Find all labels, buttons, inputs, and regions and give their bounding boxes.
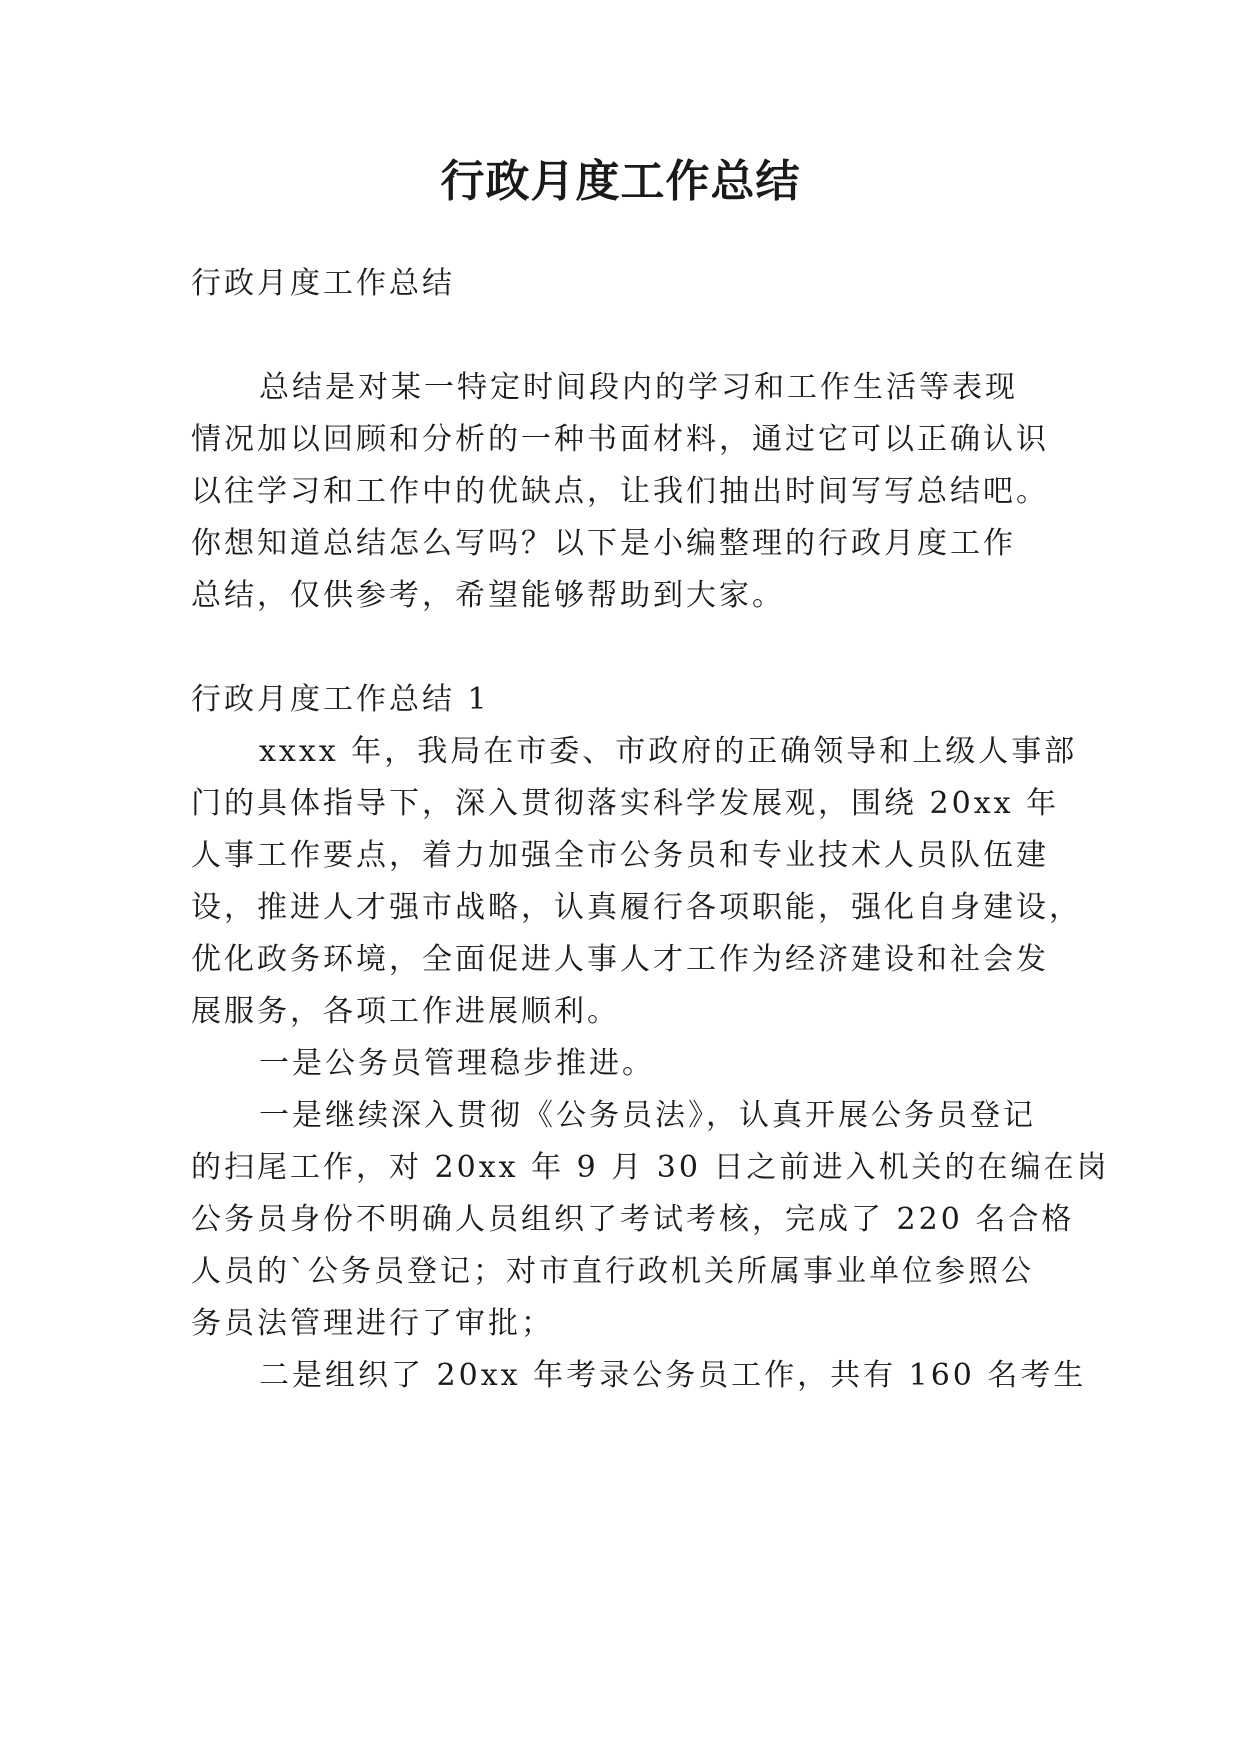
section-line: 设，推进人才强市战略，认真履行各项职能，强化自身建设， [191, 890, 1082, 925]
section-line: 的扫尾工作，对 20xx 年 9 月 30 日之前进入机关的在编在岗 [191, 1150, 1110, 1185]
section-line: 一是公务员管理稳步推进。 [259, 1046, 655, 1081]
section-heading: 行政月度工作总结 1 [191, 682, 490, 717]
section-line: 二是组织了 20xx 年考录公务员工作，共有 160 名考生 [259, 1358, 1087, 1393]
section-line: 一是继续深入贯彻《公务员法》，认真开展公务员登记 [259, 1098, 1036, 1133]
intro-line: 以往学习和工作中的优缺点，让我们抽出时间写写总结吧。 [191, 474, 1049, 509]
intro-line: 总结，仅供参考，希望能够帮助到大家。 [191, 578, 785, 613]
intro-line: 总结是对某一特定时间段内的学习和工作生活等表现 [259, 370, 1018, 405]
section-line: 展服务，各项工作进展顺利。 [191, 994, 620, 1029]
document-subtitle: 行政月度工作总结 [191, 266, 455, 301]
section-line: 门的具体指导下，深入贯彻落实科学发展观，围绕 20xx 年 [191, 786, 1060, 821]
section-line: 务员法管理进行了审批； [191, 1306, 554, 1341]
document-title: 行政月度工作总结 [440, 156, 801, 207]
section-line: 公务员身份不明确人员组织了考试考核，完成了 220 名合格 [191, 1202, 1075, 1237]
section-line: 优化政务环境，全面促进人事人才工作为经济建设和社会发 [191, 942, 1049, 977]
intro-line: 情况加以回顾和分析的一种书面材料，通过它可以正确认识 [191, 422, 1049, 457]
section-line: 人员的`公务员登记；对市直行政机关所属事业单位参照公 [191, 1254, 1034, 1289]
section-line: 人事工作要点，着力加强全市公务员和专业技术人员队伍建 [191, 838, 1049, 873]
intro-line: 你想知道总结怎么写吗？以下是小编整理的行政月度工作 [191, 526, 1016, 561]
section-line: xxxx 年，我局在市委、市政府的正确领导和上级人事部 [259, 734, 1078, 769]
